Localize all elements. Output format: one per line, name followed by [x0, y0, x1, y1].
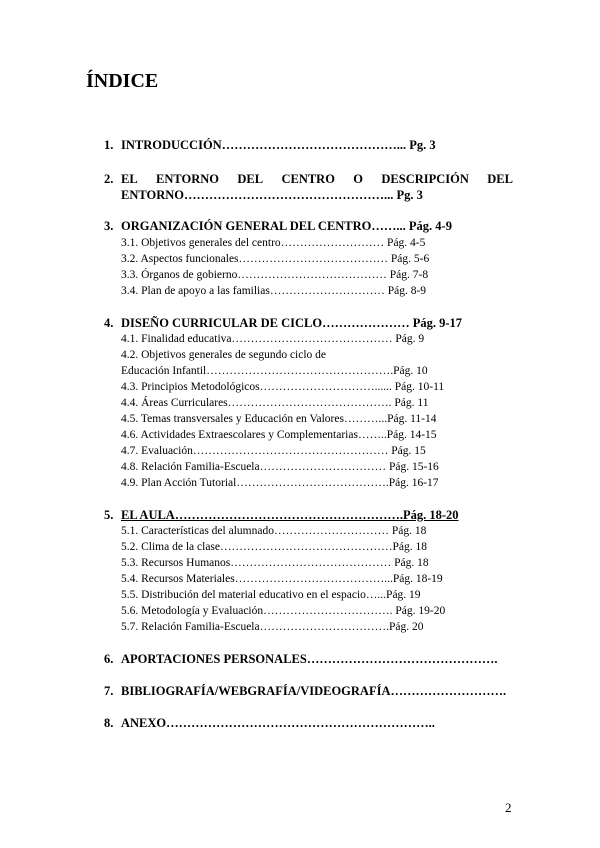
toc-subentry[interactable]: 3.4. Plan de apoyo a las familias………………………… Pág. 8-9: [121, 285, 427, 297]
toc-entry-aportaciones[interactable]: APORTACIONES PERSONALES……………………………………….: [121, 652, 498, 666]
toc-subentry[interactable]: 3.1. Objetivos generales del centro……………………… Pág. 4-5: [121, 237, 426, 249]
section-number: 8.: [104, 716, 114, 730]
section-number: 6.: [104, 652, 114, 666]
section-number: 7.: [104, 684, 114, 698]
toc-entry-entorno[interactable]: [121, 172, 513, 187]
section-number: 5.: [104, 508, 114, 522]
toc-subentry[interactable]: 5.4. Recursos Materiales…………………………………...Pág. 18-19: [121, 573, 443, 585]
toc-word: EL: [121, 172, 138, 186]
toc-word: ENTORNO: [156, 172, 220, 186]
page-title: ÍNDICE: [86, 70, 159, 92]
toc-subentry[interactable]: 4.3. Principios Metodológicos…………………………...... Pág. 10-11: [121, 381, 445, 393]
toc-word: O: [353, 172, 364, 186]
toc-subentry[interactable]: 4.2. Objetivos generales de segundo ciclo de: [121, 349, 327, 361]
toc-subentry[interactable]: 4.1. Finalidad educativa…………………………………… Pág. 9: [121, 333, 425, 345]
toc-entry-bibliografia[interactable]: BIBLIOGRAFÍA/WEBGRAFÍA/VIDEOGRAFÍA……………………….: [121, 684, 507, 698]
toc-subentry[interactable]: 5.3. Recursos Humanos…………………………………… Pág. 18: [121, 557, 429, 569]
page-number: 2: [505, 800, 512, 815]
section-number: 1.: [104, 138, 114, 152]
toc-subentry[interactable]: 4.4. Áreas Curriculares……………………………………. Pág. 11: [121, 397, 429, 409]
toc-entry-introduccion[interactable]: INTRODUCCIÓN……………………………………... Pg. 3: [121, 138, 436, 152]
toc-entry-anexo[interactable]: ANEXO………………………………………………………..: [121, 716, 435, 730]
toc-subentry[interactable]: 4.7. Evaluación…………………………………………… Pág. 15: [121, 445, 426, 457]
toc-word: CENTRO: [281, 172, 335, 186]
toc-word: DESCRIPCIÓN: [381, 172, 469, 186]
section-number: 4.: [104, 316, 114, 330]
section-number: 2.: [104, 172, 114, 186]
toc-subentry[interactable]: Educación Infantil………………………………………….Pág. 10: [121, 365, 428, 377]
toc-subentry[interactable]: 4.6. Actividades Extraescolares y Complementarias……..Pág. 14-15: [121, 429, 437, 441]
toc-entry-diseno[interactable]: DISEÑO CURRICULAR DE CICLO………………… Pág. 9-17: [121, 316, 462, 330]
toc-subentry[interactable]: 3.3. Órganos de gobierno………………………………… Pág. 7-8: [121, 269, 429, 281]
toc-subentry[interactable]: 5.6. Metodología y Evaluación……………………………. Pág. 19-20: [121, 605, 446, 617]
toc-entry-aula[interactable]: EL AULA……………………………………………….Pág. 18-20: [121, 508, 459, 522]
toc-entry-organizacion[interactable]: ORGANIZACIÓN GENERAL DEL CENTRO……... Pág. 4-9: [121, 219, 452, 233]
toc-subentry[interactable]: 4.8. Relación Familia-Escuela…………………………… Pág. 15-16: [121, 461, 439, 473]
toc-subentry[interactable]: 5.5. Distribución del material educativo en el espacio…...Pág. 19: [121, 589, 421, 601]
toc-entry-entorno-line2[interactable]: ENTORNO…………………………………………... Pg. 3: [121, 188, 423, 202]
toc-subentry[interactable]: 4.9. Plan Acción Tutorial………………………………….Pág. 16-17: [121, 477, 439, 489]
toc-subentry[interactable]: 4.5. Temas transversales y Educación en Valores………...Pág. 11-14: [121, 413, 437, 425]
toc-subentry[interactable]: 5.2. Clima de la clase………………………………………Pág. 18: [121, 541, 427, 553]
section-number: 3.: [104, 219, 114, 233]
toc-subentry[interactable]: 5.1. Características del alumnado………………………… Pág. 18: [121, 525, 427, 537]
toc-word: DEL: [487, 172, 513, 186]
toc-subentry[interactable]: 3.2. Aspectos funcionales………………………………… Pág. 5-6: [121, 253, 430, 265]
toc-subentry[interactable]: 5.7. Relación Familia-Escuela…………………………….Pág. 20: [121, 621, 424, 633]
toc-word: DEL: [237, 172, 264, 186]
